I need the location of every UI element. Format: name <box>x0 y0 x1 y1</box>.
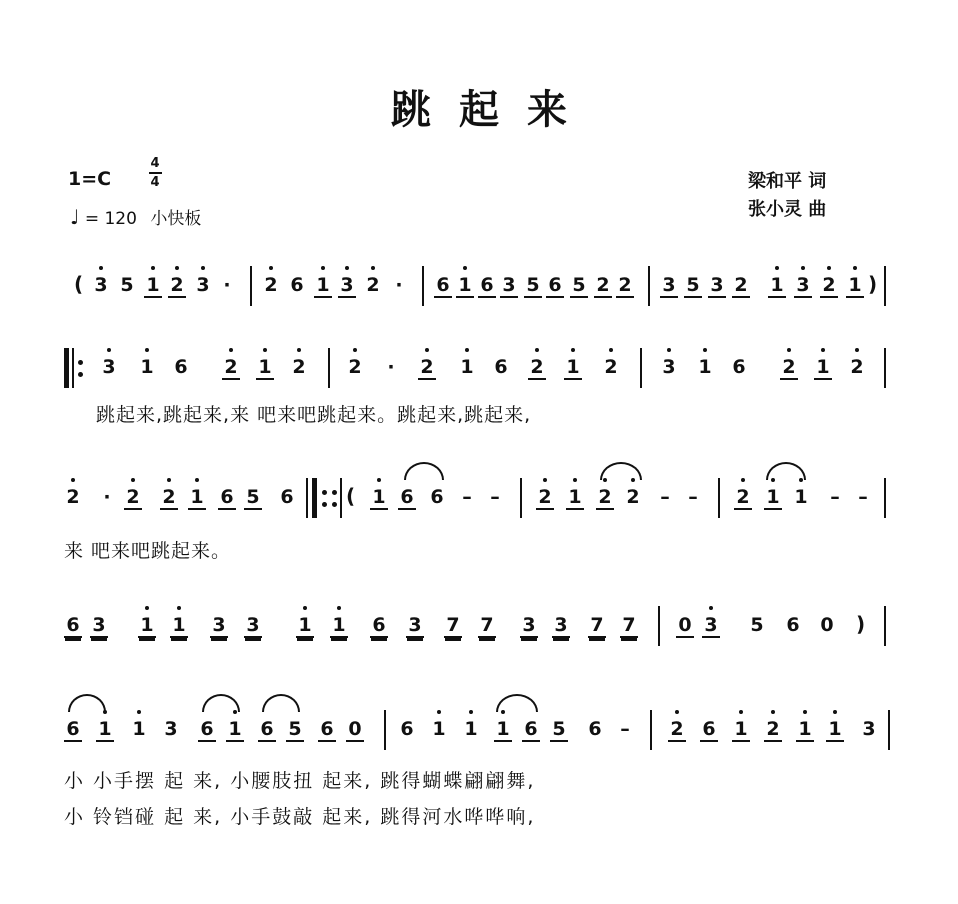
staff-row-1: ( 3 5 1 2 3 · 2 6 1 3 2 · 6 1 6 3 5 6 5 2 2 3 5 3 2 1 3 2 1 ) <box>0 266 958 306</box>
lyrics-verse-1: 小 小手摆 起 来, 小腰肢扭 起来, 跳得蝴蝶翩翩舞, <box>64 770 536 792</box>
lyricist: 梁和平 词 <box>748 171 827 192</box>
time-signature <box>146 156 164 190</box>
staff-row-4: 6 3 1 1 3 3 1 1 6 3 7 7 3 3 7 7 0 3 5 6 0 ) <box>0 606 958 646</box>
time-signature-top: 4 <box>150 156 160 171</box>
lyrics-line-3: 来 吧来吧跳起来。 <box>64 540 232 562</box>
staff-row-2: 3 1 6 2 1 2 2 · 2 1 6 2 1 2 3 1 6 2 1 2 <box>0 348 958 388</box>
song-title: 跳起来 <box>391 87 595 133</box>
composer: 张小灵 曲 <box>748 199 827 220</box>
lyrics-line-2: 跳起来,跳起来,来 吧来吧跳起来。跳起来,跳起来, <box>96 404 532 426</box>
credits <box>748 168 826 224</box>
quarter-note-icon: ♩ <box>70 205 80 229</box>
staff-row-3: 2 · 2 2 1 6 5 6 ( 1 6 6 – – 2 1 2 2 – – 2 1 1 – – <box>0 478 958 518</box>
lyrics-verse-2: 小 铃铛碰 起 来, 小手鼓敲 起来, 跳得河水哗哗响, <box>64 806 536 828</box>
tempo-style: 小快板 <box>150 209 202 229</box>
time-signature-bottom: 4 <box>150 175 160 190</box>
key-signature: 1=C <box>68 168 112 190</box>
tempo-marking <box>70 204 201 229</box>
tempo-bpm: = 120 <box>84 209 137 229</box>
staff-row-5: 6 1 1 3 6 1 6 5 6 0 6 1 1 1 6 5 6 – 2 6 1 2 1 1 3 <box>0 710 958 750</box>
